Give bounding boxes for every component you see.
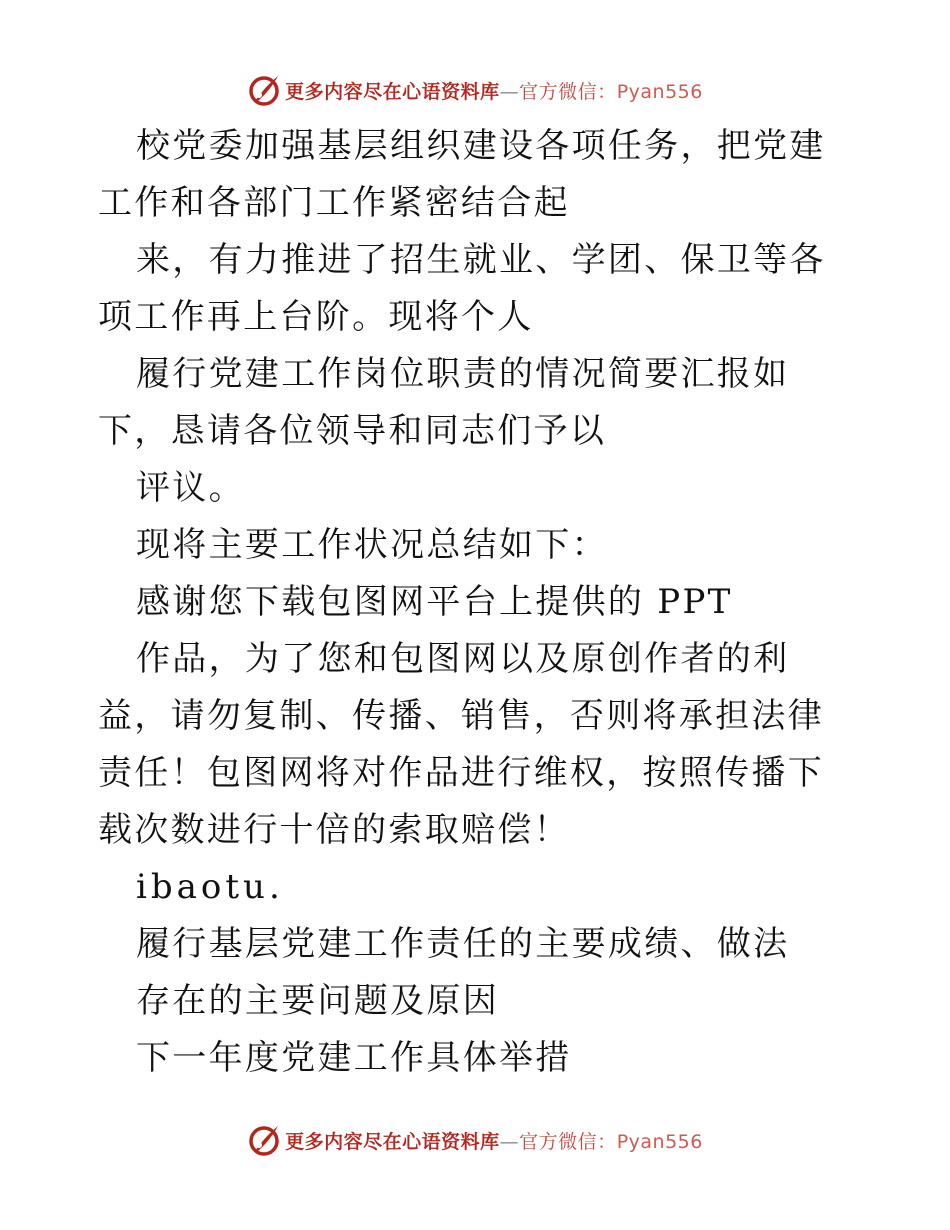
footer-banner-text xyxy=(285,1127,703,1154)
paragraph-4: 评议。 xyxy=(136,468,245,508)
paragraph-8: ibaotu. xyxy=(136,867,284,907)
footer-banner xyxy=(0,1120,950,1160)
quill-seal-icon xyxy=(247,1123,281,1157)
banner-dash: — xyxy=(499,80,520,103)
banner-wechat-id: Pyan556 xyxy=(616,80,703,103)
paragraph-9: 履行基层党建工作责任的主要成绩、做法 xyxy=(136,924,790,964)
header-banner xyxy=(0,70,950,110)
paragraph-7: 作品，为了您和包图网以及原创作者的利益，请勿复制、传播、销售，否则将承担法律责任！包图网将对作品进行维权，按照传播下载次数进行十倍的索取赔偿！ xyxy=(98,639,824,850)
banner-title: 更多内容尽在心语资料库 xyxy=(285,1130,500,1153)
paragraph-5: 现将主要工作状况总结如下： xyxy=(136,525,608,565)
banner-title: 更多内容尽在心语资料库 xyxy=(285,80,500,103)
paragraph-10: 存在的主要问题及原因 xyxy=(136,981,499,1021)
banner-wechat-label: 官方微信： xyxy=(519,80,617,103)
paragraph-1: 校党委加强基层组织建设各项任务，把党建工作和各部门工作紧密结合起 xyxy=(98,126,826,223)
quill-seal-icon xyxy=(247,73,281,107)
paragraph-2: 来，有力推进了招生就业、学团、保卫等各项工作再上台阶。现将个人 xyxy=(98,240,826,337)
document-body xyxy=(98,118,858,1087)
paragraph-3: 履行党建工作岗位职责的情况简要汇报如下，恳请各位领导和同志们予以 xyxy=(98,354,790,451)
paragraph-6: 感谢您下载包图网平台上提供的 PPT xyxy=(136,582,733,622)
banner-wechat-id: Pyan556 xyxy=(616,1130,703,1153)
banner-dash: — xyxy=(499,1130,520,1153)
paragraph-11: 下一年度党建工作具体举措 xyxy=(136,1038,572,1078)
header-banner-text xyxy=(285,77,703,104)
banner-wechat-label: 官方微信： xyxy=(519,1130,617,1153)
